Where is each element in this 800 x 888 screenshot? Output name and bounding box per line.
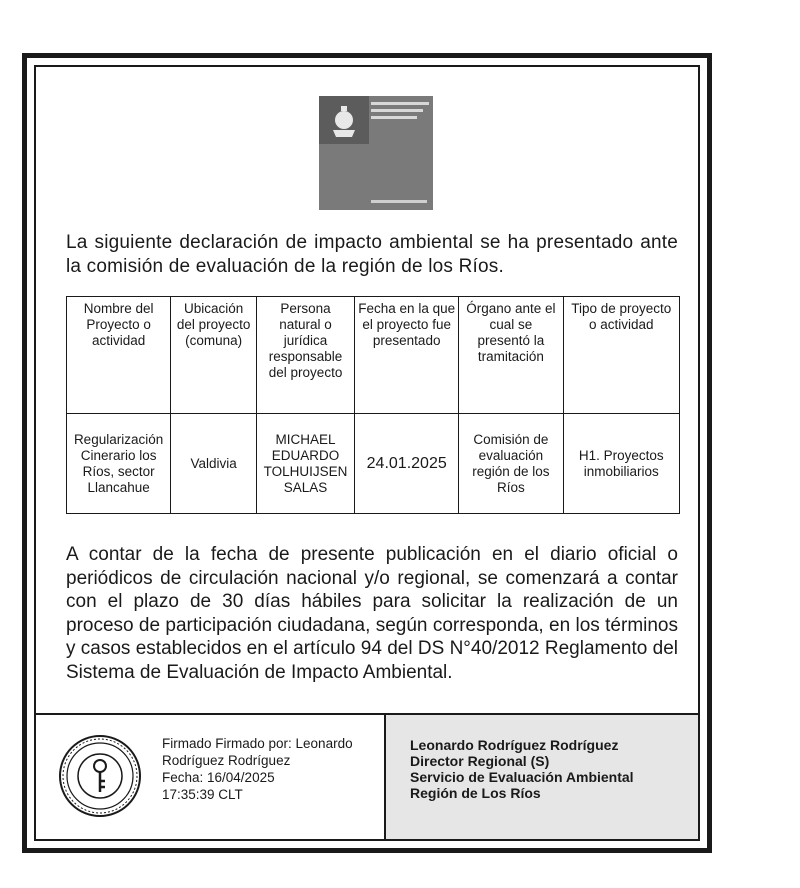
signature-details: [162, 735, 382, 803]
signature-date: Fecha: 16/04/2025: [162, 770, 275, 785]
table-cell: H1. Proyectos inmobiliarios: [563, 414, 680, 514]
table-header-row: [67, 297, 680, 414]
table-cell: Regularización Cinerario los Ríos, sector Llancahue: [67, 414, 171, 514]
signer-name: Leonardo Rodríguez Rodríguez: [410, 737, 619, 753]
notice-frame: [22, 53, 712, 853]
signed-name-text: Rodríguez Rodríguez: [162, 753, 291, 768]
column-header: Órgano ante el cual se presentó la tramitación: [459, 297, 563, 414]
signer-region: Región de Los Ríos: [410, 785, 541, 801]
digital-signature-seal-icon: [58, 734, 142, 818]
participation-paragraph: A contar de la fecha de presente publicación en el diario oficial o periódicos de circulación nacional y/o regional, se comenzará a contar con el plazo de 30 días hábiles para solicitar la realización de un proceso de participación ciudadana, según corresponda, en los términos y casos establecidos en el artículo 94 del DS N°40/2012 Reglamento del Sistema de Evaluación de Impacto Ambiental.: [66, 544, 678, 683]
signer-organization: Servicio de Evaluación Ambiental: [410, 769, 634, 785]
sea-logo: [319, 96, 433, 210]
table-cell: Comisión de evaluación región de los Ríos: [459, 414, 563, 514]
signer-block: [386, 715, 698, 839]
project-table: [66, 296, 680, 514]
signature-footer: [36, 713, 698, 839]
signer-title: Director Regional (S): [410, 753, 550, 769]
intro-paragraph: La siguiente declaración de impacto ambiental se ha presentado ante la comisión de evaluación de la región de los Ríos.: [66, 232, 678, 277]
sea-logo-graphic: [319, 96, 433, 210]
column-header: Fecha en la que el proyecto fue presentado: [355, 297, 459, 414]
signature-time: 17:35:39 CLT: [162, 787, 243, 802]
table-row: [67, 414, 680, 514]
notice-inner-frame: [34, 65, 700, 841]
signed-by-text: Firmado Firmado por: Leonardo: [162, 736, 353, 751]
column-header: Nombre del Proyecto o actividad: [67, 297, 171, 414]
table-cell: Valdivia: [171, 414, 257, 514]
table-cell: MICHAEL EDUARDO TOLHUIJSEN SALAS: [257, 414, 355, 514]
column-header: Ubicación del proyecto (comuna): [171, 297, 257, 414]
digital-signature-block: [36, 715, 386, 839]
signer-info: [410, 737, 634, 801]
column-header: Tipo de proyecto o actividad: [563, 297, 680, 414]
table-cell: 24.01.2025: [355, 414, 459, 514]
column-header: Persona natural o jurídica responsable del proyecto: [257, 297, 355, 414]
